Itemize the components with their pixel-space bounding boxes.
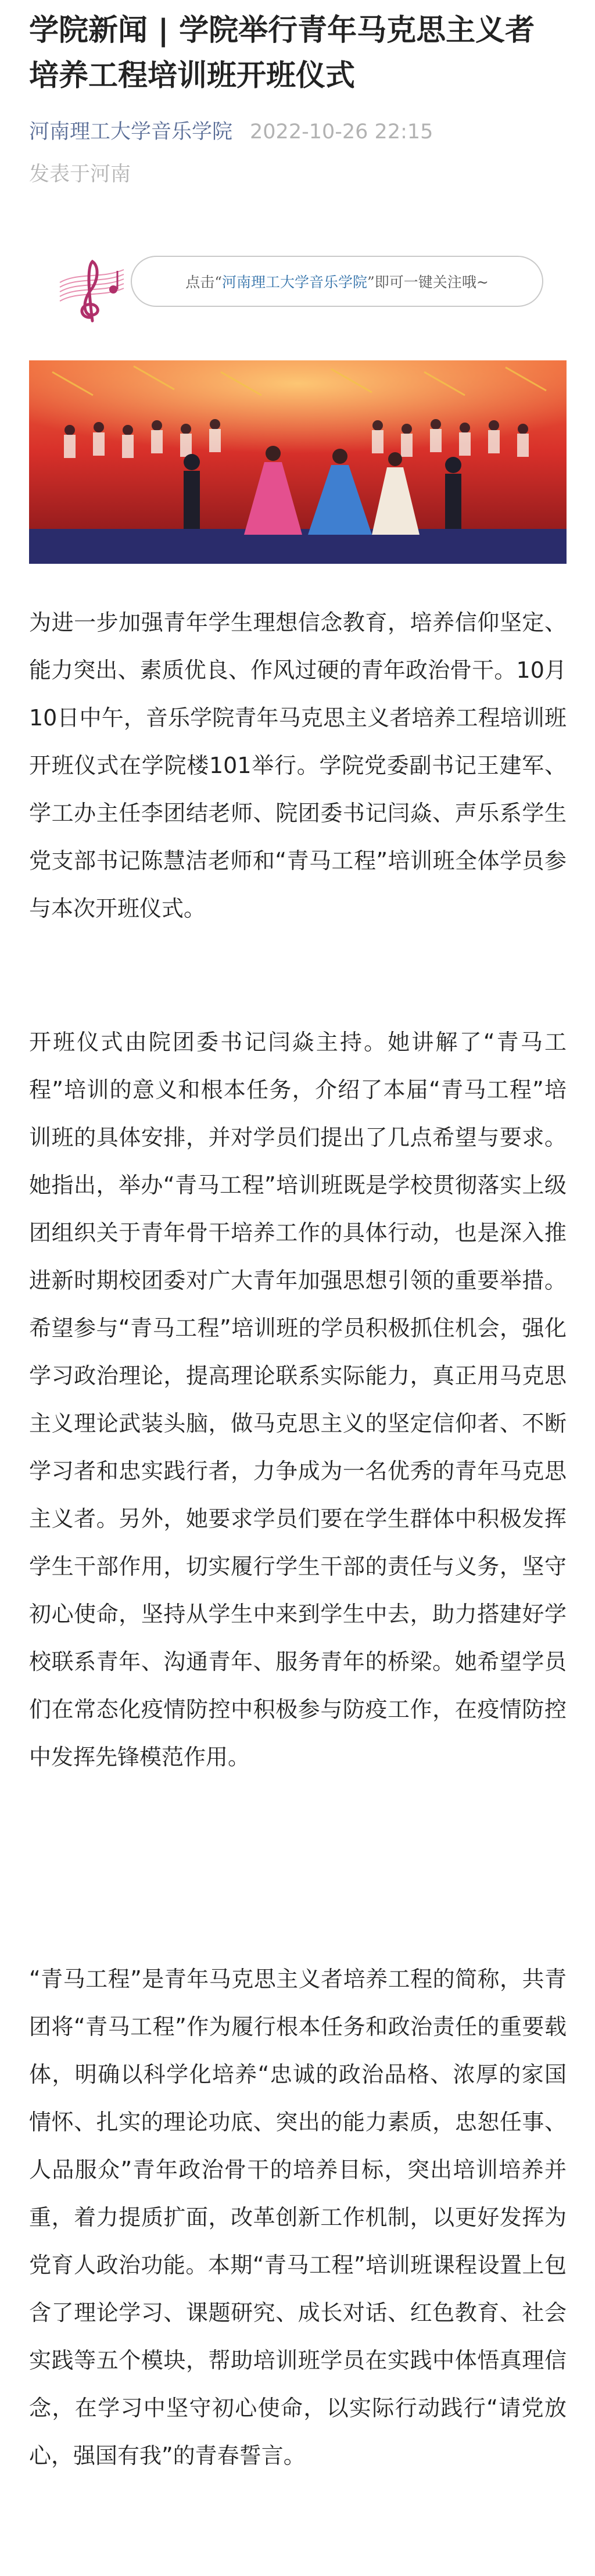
- publish-date: 2022-10-26 22:15: [250, 120, 433, 144]
- treble-clef-icon: [55, 249, 142, 324]
- account-name-link[interactable]: 河南理工大学音乐学院: [29, 120, 233, 144]
- article-paragraph-3: “青马工程”是青年马克思主义者培养工程的简称，共青团将“青马工程”作为履行根本任务和政治责任的重要载体，明确以科学化培养“忠诚的政治品格、浓厚的家国情怀、扎实的理论功底、突出的能力素质，忠恕任事、人品服众”青年政治骨干的培养目标，突出培训培养并重，着力提质扩面，改革创新工作机制，以更好发挥为党育人政治功能。本期“青马工程”培训班课程设置上包含了理论学习、课题研究、成长对话、红色教育、社会实践等五个模块，帮助培训班学员在实践中体悟真理信念，在学习中坚守初心使命，以实际行动践行“请党放心，强国有我”的青春誓言。: [29, 1966, 567, 2468]
- stage-performance-photo: [29, 360, 567, 564]
- article-paragraph-1: 为进一步加强青年学生理想信念教育，培养信仰坚定、能力突出、素质优良、作风过硬的青年政治骨干。10月10日中午，音乐学院青年马克思主义者培养工程培训班开班仪式在学院楼101举行。学院党委副书记王建军、学工办主任李团结老师、院团委书记闫焱、声乐系学生党支部书记陈慧洁老师和“青马工程”培训班全体学员参与本次开班仪式。: [29, 610, 567, 921]
- follow-prompt-text: 点击“河南理工大学音乐学院”即可一键关注哦~: [185, 274, 489, 291]
- follow-account-name: 河南理工大学音乐学院: [222, 274, 368, 291]
- article-meta: [29, 119, 433, 145]
- follow-banner[interactable]: [55, 231, 555, 324]
- publish-location: 发表于河南: [29, 163, 131, 186]
- article-paragraph-2: 开班仪式由院团委书记闫焱主持。她讲解了“青马工程”培训的意义和根本任务，介绍了本届“青马工程”培训班的具体安排，并对学员们提出了几点希望与要求。她指出，举办“青马工程”培训班既是学校贯彻落实上级团组织关于青年骨干培养工作的具体行动，也是深入推进新时期校团委对广大青年加强思想引领的重要举措。希望参与“青马工程”培训班的学员积极抓住机会，强化学习政治理论，提高理论联系实际能力，真正用马克思主义理论武装头脑，做马克思主义的坚定信仰者、不断学习者和忠实践行者，力争成为一名优秀的青年马克思主义者。另外，她要求学员们要在学生群体中积极发挥学生干部作用，切实履行学生干部的责任与义务，坚守初心使命，坚持从学生中来到学生中去，助力搭建好学校联系青年、沟通青年、服务青年的桥梁。她希望学员们在常态化疫情防控中积极参与防疫工作，在疫情防控中发挥先锋模范作用。: [29, 1029, 567, 1770]
- follow-prompt-box[interactable]: [131, 256, 543, 307]
- article-title: 学院新闻 | 学院举行青年马克思主义者培养工程培训班开班仪式: [29, 13, 535, 93]
